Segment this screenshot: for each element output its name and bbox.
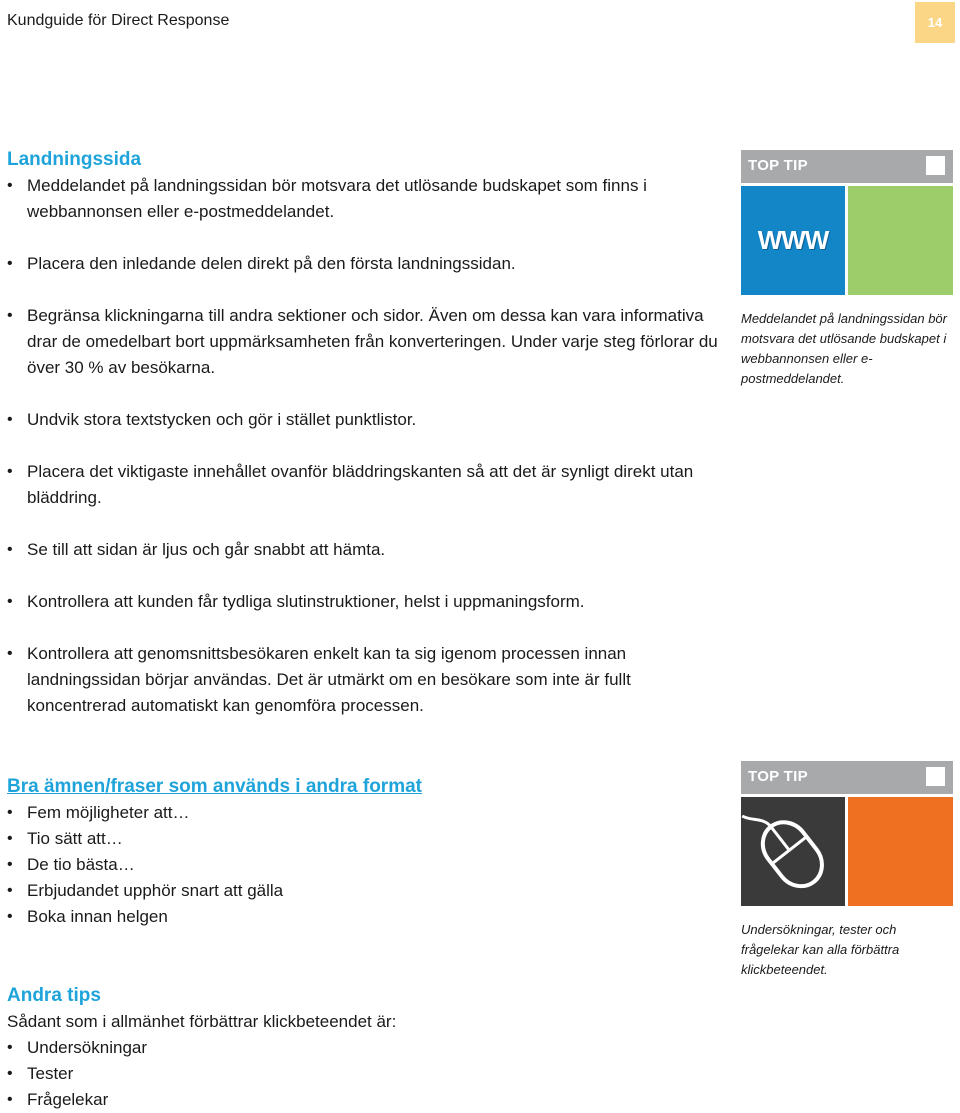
top-tip-graphic (741, 797, 953, 906)
other-tips-heading: Andra tips (7, 985, 101, 1006)
green-tile (848, 186, 953, 295)
list-item: • Fem möjligheter att… (7, 800, 727, 826)
list-item: • Begränsa klickningarna till andra sektioner och sidor. Även om dessa kan vara informativa drar de omedelbart bort uppmärksamheten från konverteringen. Under varje steg förlorar du över 30 % av besökarna. (7, 303, 727, 381)
mouse-icon (741, 797, 845, 906)
phrases-heading: Bra ämnen/fraser som används i andra format (7, 776, 422, 797)
checkbox-square-icon (926, 767, 945, 786)
page-number-badge: 14 (915, 2, 955, 43)
other-tips-intro: Sådant som i allmänhet förbättrar klickbeteendet är: (7, 1012, 397, 1031)
list-item: • Placera det viktigaste innehållet ovanför bläddringskanten så att det är synligt direkt utan bläddring. (7, 459, 727, 511)
landing-heading: Landningssida (7, 149, 142, 170)
www-icon: WWW (757, 225, 829, 255)
top-tip-banner (741, 150, 953, 183)
top-tip-caption: Meddelandet på landningssidan bör motsvara det utlösande budskapet i webbannonsen eller e-postmeddelandet. (741, 311, 947, 386)
list-item: • Boka innan helgen (7, 904, 727, 930)
top-tip-card-web (741, 150, 953, 389)
list-item: • Se till att sidan är ljus och går snabbt att hämta. (7, 537, 727, 563)
top-tip-card-mouse (741, 761, 953, 980)
top-tip-graphic (741, 186, 953, 295)
top-tip-label: TOP TIP (748, 768, 808, 785)
phrases-section (7, 774, 727, 930)
top-tip-banner (741, 761, 953, 794)
top-tip-label: TOP TIP (748, 157, 808, 174)
header-title: Kundguide för Direct Response (7, 12, 230, 29)
other-tips-section (7, 983, 727, 1113)
list-item: • Kontrollera att kunden får tydliga slutinstruktioner, helst i uppmaningsform. (7, 589, 727, 615)
list-item: • Tio sätt att… (7, 826, 727, 852)
landing-section (7, 147, 727, 745)
top-tip-caption: Undersökningar, tester och frågelekar kan alla förbättra klickbeteendet. (741, 922, 900, 977)
list-item: • Placera den inledande delen direkt på den första landningssidan. (7, 251, 727, 277)
list-item: • Undersökningar (7, 1035, 727, 1061)
list-item: • De tio bästa… (7, 852, 727, 878)
mouse-tile (741, 797, 845, 906)
landing-list (7, 173, 727, 719)
phrases-list (7, 800, 727, 930)
orange-tile (848, 797, 953, 906)
list-item: • Kontrollera att genomsnittsbesökaren enkelt kan ta sig igenom processen innan landningssidan börjar användas. Det är utmärkt om en besökare som inte är fullt koncentrerad automatiskt kan genomföra processen. (7, 641, 727, 719)
checkbox-square-icon (926, 156, 945, 175)
list-item: • Undvik stora textstycken och gör i stället punktlistor. (7, 407, 727, 433)
list-item: • Meddelandet på landningssidan bör motsvara det utlösande budskapet som finns i webbannonsen eller e-postmeddelandet. (7, 173, 727, 225)
list-item: • Frågelekar (7, 1087, 727, 1113)
www-tile (741, 186, 845, 295)
other-tips-list (7, 1035, 727, 1113)
list-item: • Erbjudandet upphör snart att gälla (7, 878, 727, 904)
list-item: • Tester (7, 1061, 727, 1087)
